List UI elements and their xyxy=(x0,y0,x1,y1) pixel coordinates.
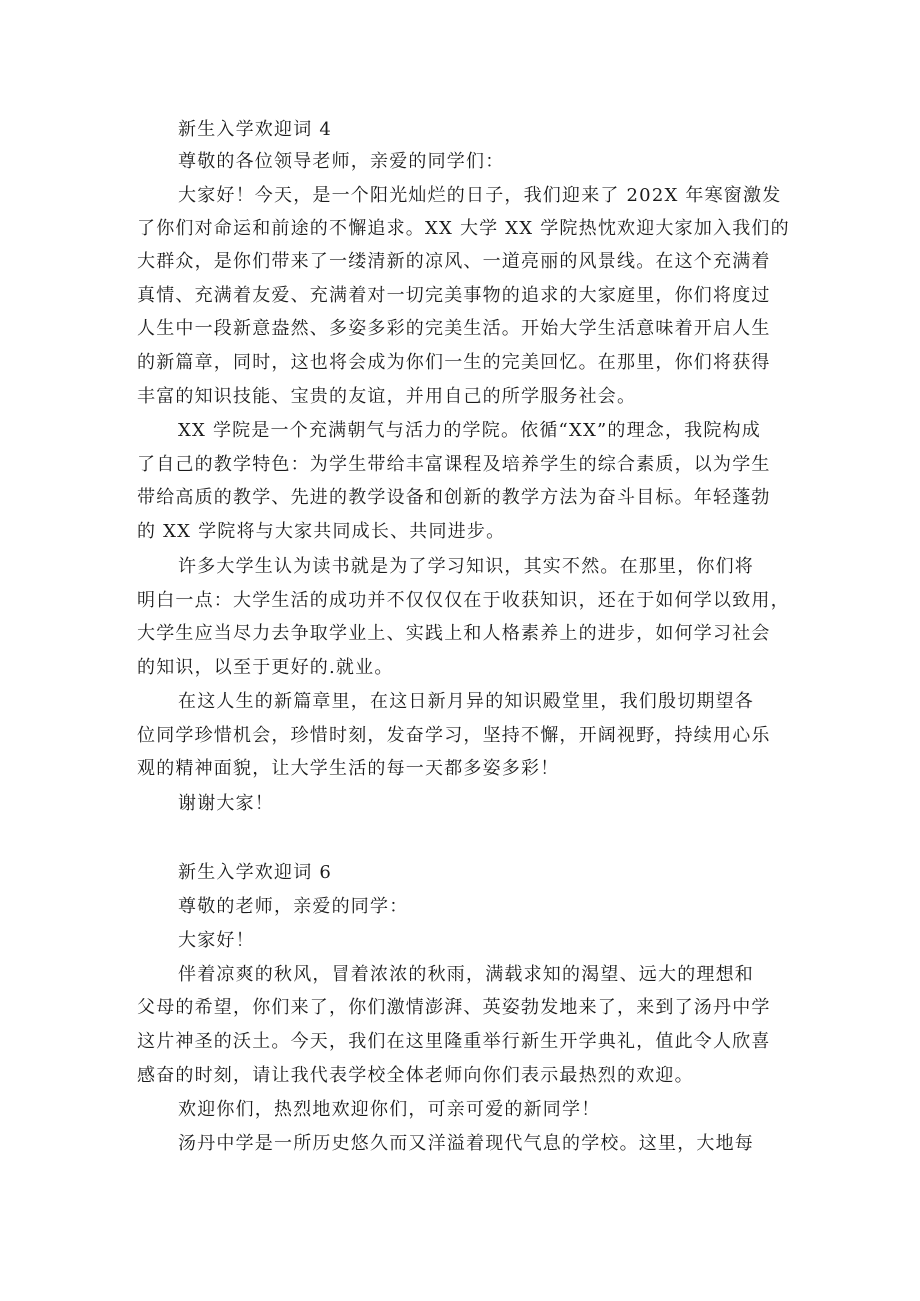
paragraph-line: 观的精神面貌，让大学生活的每一天都多姿多彩！ xyxy=(137,758,560,779)
paragraph-line: 位同学珍惜机会，珍惜时刻，发奋学习，坚持不懈，开阔视野，持续用心乐 xyxy=(137,725,771,746)
paragraph-line: 的新篇章，同时，这也将会成为你们一生的完美回忆。在那里，你们将获得 xyxy=(137,352,771,373)
paragraph-line: 真情、充满着友爱、充满着对一切完美事物的追求的大家庭里，你们将度过 xyxy=(137,285,771,306)
paragraph-line: 感奋的时刻，请让我代表学校全体老师向你们表示最热烈的欢迎。 xyxy=(137,1065,694,1086)
paragraph-line: 了你们对命运和前途的不懈追求。XX 大学 XX 学院热忱欢迎大家加入我们的 xyxy=(137,218,790,239)
paragraph-line: 明白一点：大学生活的成功并不仅仅仅在于收获知识，还在于如何学以致用， xyxy=(137,590,790,611)
paragraph-line: 在这人生的新篇章里，在这日新月异的知识殿堂里，我们殷切期望各 xyxy=(178,691,754,712)
section-4-salutation: 尊敬的各位领导老师，亲爱的同学们： xyxy=(178,151,505,172)
paragraph-line: 许多大学生认为读书就是为了学习知识，其实不然。在那里，你们将 xyxy=(178,556,754,577)
paragraph-line: 了自己的教学特色：为学生带给丰富课程及培养学生的综合素质，以为学生 xyxy=(137,454,771,475)
paragraph-line: 丰富的知识技能、宝贵的友谊，并用自己的所学服务社会。 xyxy=(137,386,637,407)
section-4-closing: 谢谢大家！ xyxy=(178,793,274,814)
paragraph-line: 带给高质的教学、先进的教学设备和创新的教学方法为奋斗目标。年轻蓬勃 xyxy=(137,487,771,508)
paragraph-line: 这片神圣的沃土。今天，我们在这里隆重举行新生开学典礼，值此令人欣喜 xyxy=(137,1031,771,1052)
paragraph-line: 父母的希望，你们来了，你们激情澎湃、英姿勃发地来了，来到了汤丹中学 xyxy=(137,997,771,1018)
paragraph-line: 汤丹中学是一所历史悠久而又洋溢着现代气息的学校。这里，大地每 xyxy=(178,1133,754,1154)
paragraph-line: 大群众，是你们带来了一缕清新的凉风、一道亮丽的风景线。在这个充满着 xyxy=(137,251,771,272)
section-6-title: 新生入学欢迎词 6 xyxy=(178,862,332,883)
paragraph-line: 人生中一段新意盎然、多姿多彩的完美生活。开始大学生活意味着开启人生 xyxy=(137,318,771,339)
paragraph-line: 大家好！今天，是一个阳光灿烂的日子，我们迎来了 202X 年寒窗激发 xyxy=(178,185,782,206)
section-6-greeting: 大家好！ xyxy=(178,930,255,951)
paragraph-line: 的 XX 学院将与大家共同成长、共同进步。 xyxy=(137,521,506,542)
paragraph-line: 欢迎你们，热烈地欢迎你们，可亲可爱的新同学！ xyxy=(178,1099,601,1120)
paragraph-line: 的知识，以至于更好的.就业。 xyxy=(137,657,394,678)
paragraph-line: 大学生应当尽力去争取学业上、实践上和人格素养上的进步，如何学习社会 xyxy=(137,623,771,644)
section-4-title: 新生入学欢迎词 4 xyxy=(178,119,332,140)
paragraph-line: XX 学院是一个充满朝气与活力的学院。依循“XX”的理念，我院构成 xyxy=(178,420,761,441)
section-6-salutation: 尊敬的老师，亲爱的同学： xyxy=(178,896,409,917)
paragraph-line: 伴着凉爽的秋风，冒着浓浓的秋雨，满载求知的渴望、远大的理想和 xyxy=(178,964,754,985)
